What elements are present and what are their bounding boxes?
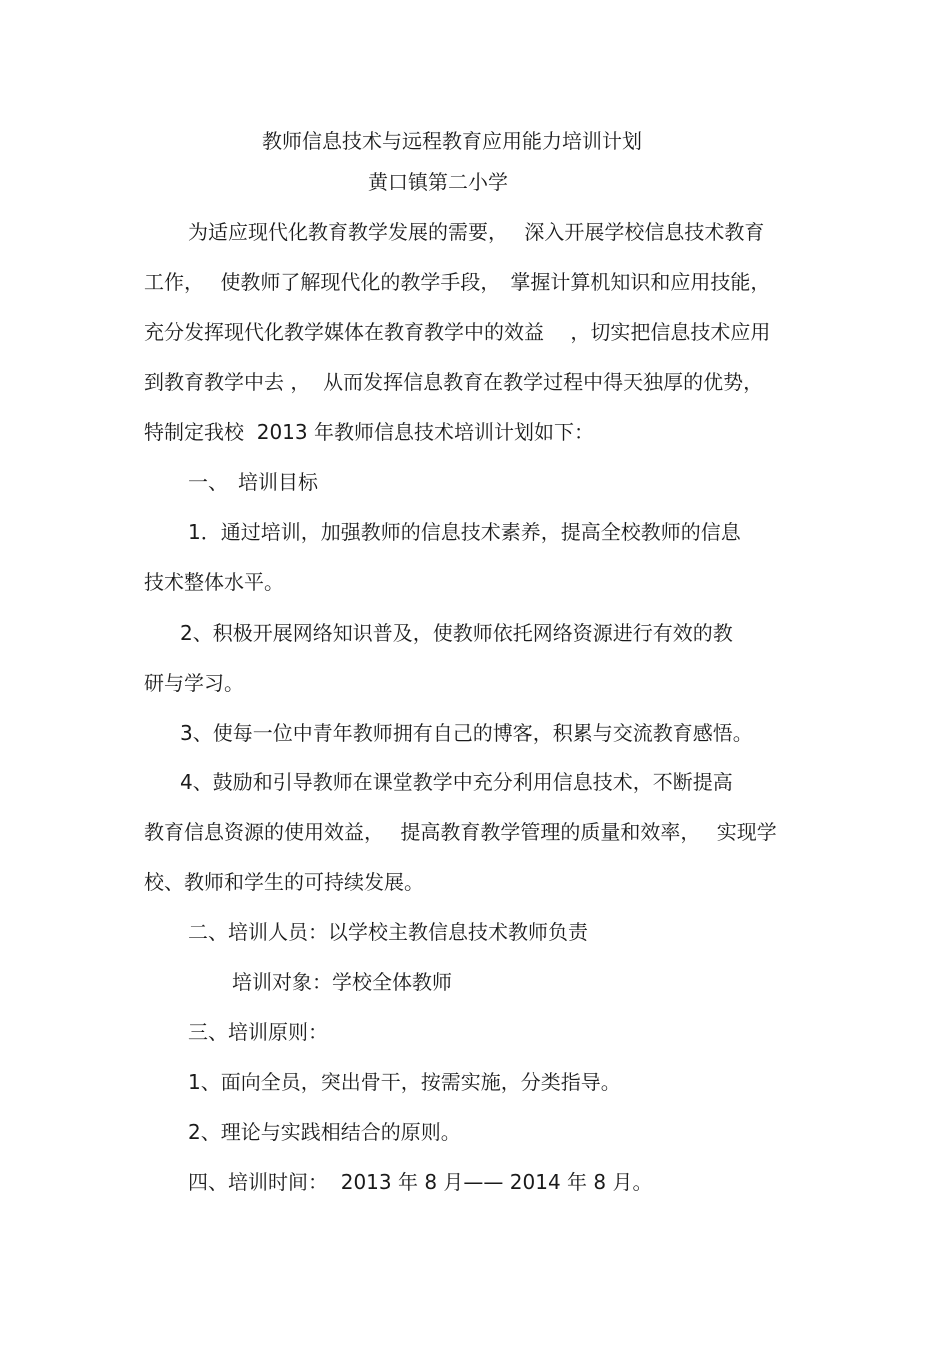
intro-line-2: 工作， 使教师了解现代化的教学手段， 掌握计算机知识和应用技能， — [144, 270, 771, 294]
section1-item1-line1: 1．通过培训，加强教师的信息技术素养，提高全校教师的信息 — [188, 520, 741, 544]
section2-heading: 二、培训人员：以学校主教信息技术教师负责 — [188, 920, 588, 944]
intro-line-4: 到教育教学中去 ， 从而发挥信息教育在教学过程中得天独厚的优势， — [144, 370, 764, 394]
document-title: 教师信息技术与远程教育应用能力培训计划 — [262, 129, 642, 153]
intro-line-1: 为适应现代化教育教学发展的需要， 深入开展学校信息技术教育 — [188, 220, 765, 244]
section1-item2-line2: 研与学习。 — [144, 671, 244, 695]
section1-item4-line2: 教育信息资源的使用效益， 提高教育教学管理的质量和效率， 实现学 — [144, 820, 777, 844]
section1-item4-line3: 校、教师和学生的可持续发展。 — [144, 870, 424, 894]
section4-heading: 四、培训时间： 2013 年 8 月—— 2014 年 8 月。 — [188, 1170, 653, 1194]
section3-item2: 2、理论与实践相结合的原则。 — [188, 1120, 461, 1144]
section1-item4-line1: 4、鼓励和引导教师在课堂教学中充分利用信息技术，不断提高 — [180, 770, 733, 794]
section1-item1-line2: 技术整体水平。 — [144, 570, 284, 594]
intro-line-5: 特制定我校 2013 年教师信息技术培训计划如下： — [144, 420, 594, 444]
intro-line-3: 充分发挥现代化教学媒体在教育教学中的效益 ，切实把信息技术应用 — [144, 320, 771, 344]
section1-item2-line1: 2、积极开展网络知识普及，使教师依托网络资源进行有效的教 — [180, 621, 733, 645]
school-name: 黄口镇第二小学 — [368, 170, 508, 194]
section3-item1: 1、面向全员，突出骨干，按需实施，分类指导。 — [188, 1070, 621, 1094]
section3-heading: 三、培训原则： — [188, 1020, 328, 1044]
section1-item3-line1: 3、使每一位中青年教师拥有自己的博客，积累与交流教育感悟。 — [180, 721, 753, 745]
section2-target: 培训对象：学校全体教师 — [232, 970, 452, 994]
section1-heading: 一、 培训目标 — [188, 470, 318, 494]
